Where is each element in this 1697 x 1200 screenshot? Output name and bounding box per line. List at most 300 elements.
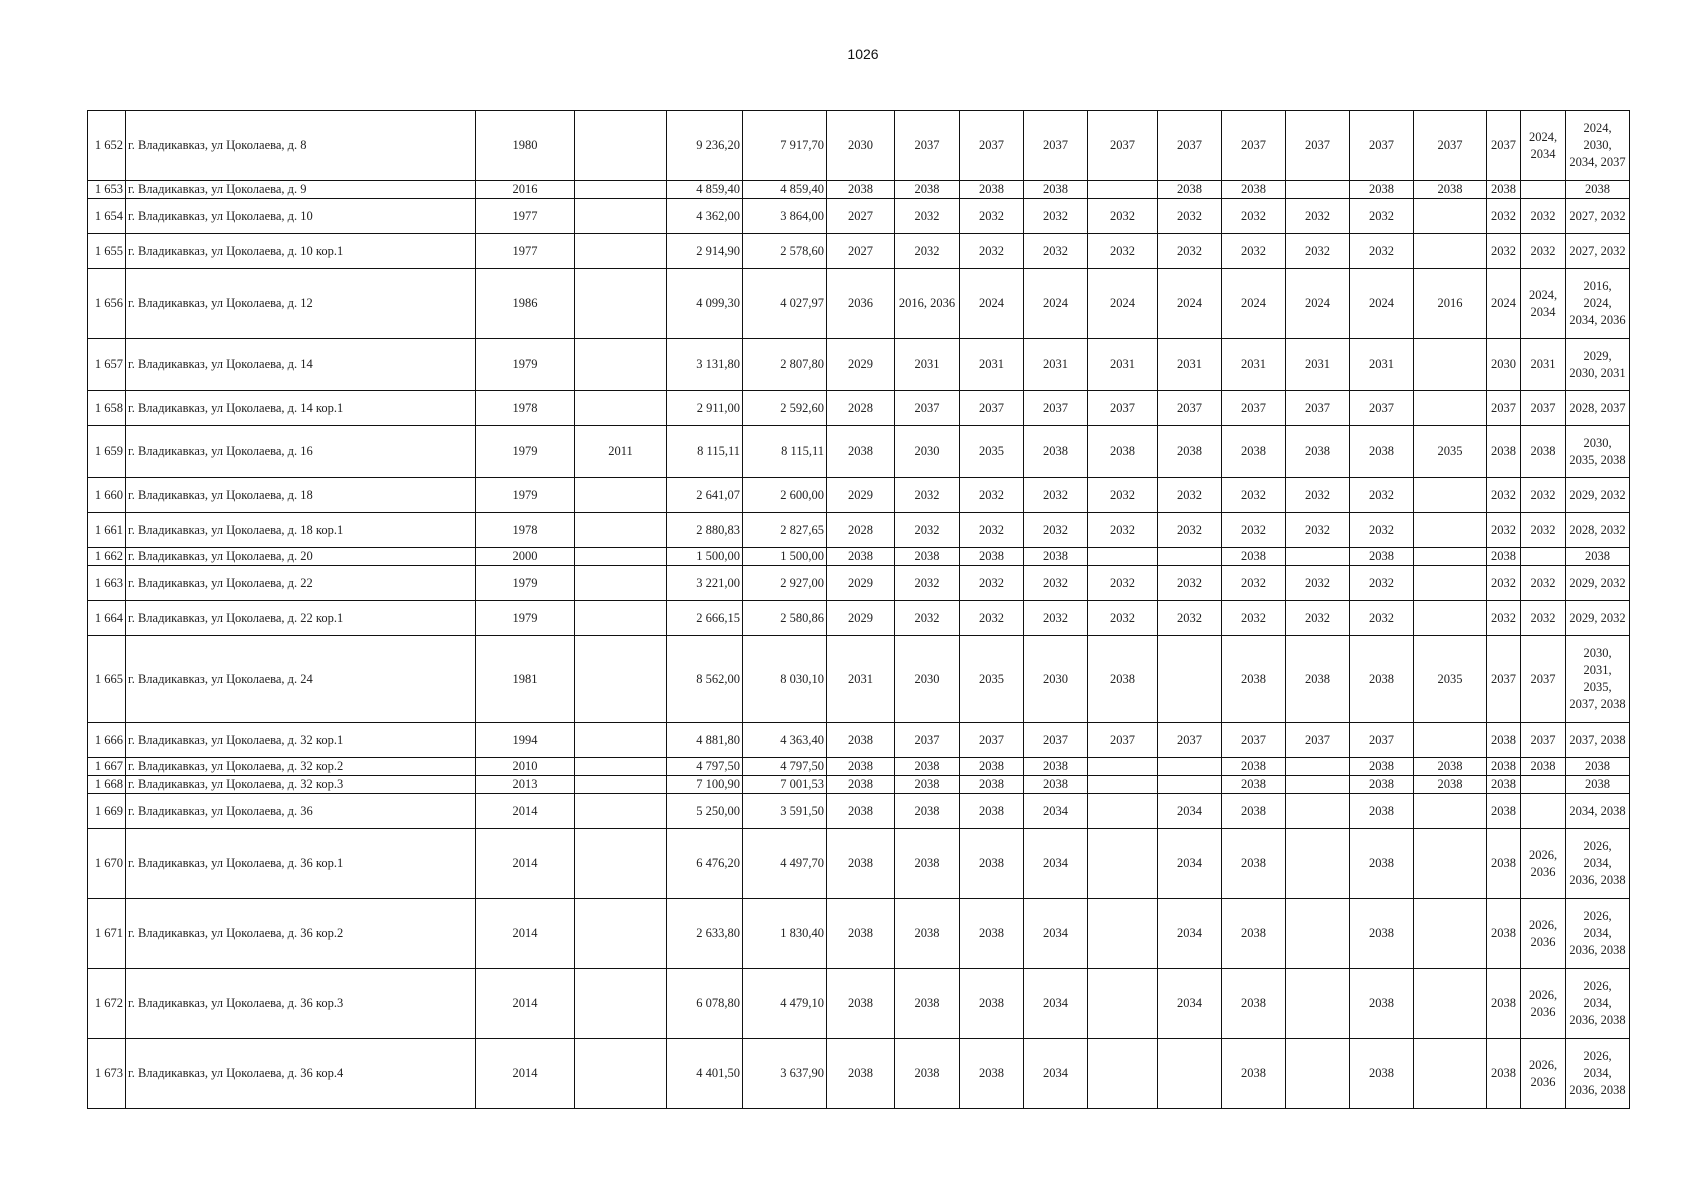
repair-year-cell: 2032 [1158, 478, 1222, 513]
total-area-cell: 4 099,30 [667, 269, 743, 339]
repair-year-cell: 2038 [1158, 426, 1222, 478]
repair-year-cell: 2030, 2035, 2038 [1566, 426, 1630, 478]
repair-year-cell: 2024 [1222, 269, 1286, 339]
repair-year-cell: 2037 [1521, 723, 1566, 758]
repair-year-cell: 2030 [895, 426, 960, 478]
repair-year-cell [1286, 969, 1350, 1039]
repair-year-cell [1088, 1039, 1158, 1109]
total-area-cell: 2 911,00 [667, 391, 743, 426]
row-number-cell: 1 673 [88, 1039, 126, 1109]
repair-year-cell: 2037 [895, 723, 960, 758]
repair-year-cell [1088, 829, 1158, 899]
row-number-cell: 1 671 [88, 899, 126, 969]
repair-year-cell: 2032 [1350, 601, 1414, 636]
repair-year-cell: 2038 [895, 181, 960, 199]
repair-year-cell: 2032 [1222, 513, 1286, 548]
repair-year-cell: 2038 [895, 548, 960, 566]
repair-year-cell: 2037 [1158, 391, 1222, 426]
repair-year-cell: 2032 [1024, 234, 1088, 269]
repair-year-cell: 2038 [895, 899, 960, 969]
repair-year-cell: 2038 [1222, 899, 1286, 969]
table-row [88, 566, 1630, 601]
repair-year-cell: 2026, 2036 [1521, 829, 1566, 899]
table-row [88, 758, 1630, 776]
repair-year-cell: 2038 [960, 776, 1024, 794]
repair-year-cell [1414, 339, 1487, 391]
repair-year-cell: 2038 [1088, 426, 1158, 478]
repair-year-cell: 2027 [827, 234, 895, 269]
build-year-cell: 1979 [476, 339, 575, 391]
repair-year-cell: 2037 [1024, 391, 1088, 426]
build-year-cell: 2013 [476, 776, 575, 794]
repair-year-cell: 2037 [1222, 111, 1286, 181]
repair-year-cell: 2038 [1350, 899, 1414, 969]
repair-year-cell: 2032 [1024, 601, 1088, 636]
repair-year-cell: 2032 [1158, 199, 1222, 234]
reconstruction-year-cell [575, 391, 667, 426]
repair-year-cell: 2038 [1487, 969, 1521, 1039]
repair-year-cell [1414, 391, 1487, 426]
repair-year-cell: 2024 [1286, 269, 1350, 339]
repair-year-cell: 2029 [827, 601, 895, 636]
reconstruction-year-cell [575, 601, 667, 636]
table-row [88, 199, 1630, 234]
repair-year-cell: 2037 [1350, 391, 1414, 426]
address-cell: г. Владикавказ, ул Цоколаева, д. 36 кор.2 [126, 899, 476, 969]
repair-year-cell: 2024 [960, 269, 1024, 339]
repair-year-cell: 2038 [1350, 548, 1414, 566]
reconstruction-year-cell [575, 199, 667, 234]
repair-year-cell: 2037 [1158, 723, 1222, 758]
row-number-cell: 1 655 [88, 234, 126, 269]
reconstruction-year-cell [575, 829, 667, 899]
address-cell: г. Владикавказ, ул Цоколаева, д. 18 [126, 478, 476, 513]
living-area-cell: 8 030,10 [743, 636, 827, 723]
repair-year-cell: 2026, 2034, 2036, 2038 [1566, 899, 1630, 969]
repair-year-cell: 2016 [1414, 269, 1487, 339]
repair-year-cell: 2034 [1024, 829, 1088, 899]
address-cell: г. Владикавказ, ул Цоколаева, д. 36 кор.4 [126, 1039, 476, 1109]
repair-year-cell: 2038 [895, 1039, 960, 1109]
repair-year-cell: 2038 [1222, 636, 1286, 723]
repair-year-cell: 2029 [827, 339, 895, 391]
address-cell: г. Владикавказ, ул Цоколаева, д. 8 [126, 111, 476, 181]
repair-year-cell [1088, 758, 1158, 776]
table-row [88, 478, 1630, 513]
repair-year-cell: 2030 [895, 636, 960, 723]
reconstruction-year-cell [575, 969, 667, 1039]
repair-year-cell: 2037 [1487, 391, 1521, 426]
repair-year-cell: 2037 [1024, 723, 1088, 758]
repair-year-cell: 2032 [1222, 199, 1286, 234]
repair-year-cell: 2032 [1088, 199, 1158, 234]
repair-year-cell: 2038 [1566, 548, 1630, 566]
build-year-cell: 2014 [476, 829, 575, 899]
living-area-cell: 3 637,90 [743, 1039, 827, 1109]
repair-year-cell: 2032 [1487, 513, 1521, 548]
repair-year-cell: 2038 [1521, 426, 1566, 478]
build-year-cell: 1979 [476, 566, 575, 601]
build-year-cell: 1978 [476, 391, 575, 426]
repair-year-cell: 2031 [960, 339, 1024, 391]
address-cell: г. Владикавказ, ул Цоколаева, д. 18 кор.1 [126, 513, 476, 548]
table-row [88, 829, 1630, 899]
total-area-cell: 4 362,00 [667, 199, 743, 234]
repair-year-cell: 2032 [895, 478, 960, 513]
row-number-cell: 1 666 [88, 723, 126, 758]
repair-year-cell: 2037 [1024, 111, 1088, 181]
repair-year-cell [1521, 181, 1566, 199]
row-number-cell: 1 668 [88, 776, 126, 794]
repair-year-cell: 2028, 2037 [1566, 391, 1630, 426]
row-number-cell: 1 660 [88, 478, 126, 513]
repair-year-cell: 2030 [1487, 339, 1521, 391]
repair-year-cell: 2032 [1024, 478, 1088, 513]
reconstruction-year-cell: 2011 [575, 426, 667, 478]
total-area-cell: 9 236,20 [667, 111, 743, 181]
repair-year-cell [1414, 199, 1487, 234]
repair-year-cell: 2038 [895, 776, 960, 794]
repair-year-cell: 2037 [1521, 636, 1566, 723]
repair-year-cell: 2037 [1088, 111, 1158, 181]
living-area-cell: 2 807,80 [743, 339, 827, 391]
repair-year-cell [1414, 1039, 1487, 1109]
reconstruction-year-cell [575, 1039, 667, 1109]
repair-year-cell: 2038 [827, 181, 895, 199]
repair-year-cell: 2037 [1350, 111, 1414, 181]
repair-year-cell: 2038 [1487, 758, 1521, 776]
row-number-cell: 1 658 [88, 391, 126, 426]
repair-year-cell: 2032 [1521, 566, 1566, 601]
repair-year-cell: 2037 [1222, 391, 1286, 426]
repair-year-cell: 2038 [1350, 776, 1414, 794]
repair-year-cell [1521, 794, 1566, 829]
repair-year-cell: 2037 [895, 111, 960, 181]
repair-year-cell: 2032 [1350, 513, 1414, 548]
repair-year-cell: 2037 [1286, 391, 1350, 426]
row-number-cell: 1 657 [88, 339, 126, 391]
repair-year-cell [1088, 776, 1158, 794]
build-year-cell: 1994 [476, 723, 575, 758]
repair-year-cell [1158, 758, 1222, 776]
address-cell: г. Владикавказ, ул Цоколаева, д. 32 кор.3 [126, 776, 476, 794]
repair-year-cell: 2032 [895, 199, 960, 234]
repair-year-cell: 2038 [1521, 758, 1566, 776]
repair-year-cell: 2037 [1286, 111, 1350, 181]
row-number-cell: 1 669 [88, 794, 126, 829]
repair-year-cell: 2032 [1024, 566, 1088, 601]
row-number-cell: 1 652 [88, 111, 126, 181]
repair-year-cell: 2037 [1521, 391, 1566, 426]
repair-year-cell: 2038 [1566, 776, 1630, 794]
repair-year-cell: 2032 [1286, 234, 1350, 269]
repair-year-cell: 2032 [1222, 234, 1286, 269]
repair-year-cell [1158, 1039, 1222, 1109]
repair-year-cell: 2037 [1088, 391, 1158, 426]
living-area-cell: 4 859,40 [743, 181, 827, 199]
build-year-cell: 1986 [476, 269, 575, 339]
repair-year-cell: 2038 [1286, 636, 1350, 723]
repair-year-cell: 2038 [1024, 181, 1088, 199]
repair-year-cell: 2038 [1024, 548, 1088, 566]
row-number-cell: 1 667 [88, 758, 126, 776]
repair-year-cell: 2028, 2032 [1566, 513, 1630, 548]
repair-year-cell: 2038 [1222, 969, 1286, 1039]
table-row [88, 339, 1630, 391]
repair-year-cell: 2031 [1088, 339, 1158, 391]
table-row [88, 513, 1630, 548]
repair-year-cell: 2038 [1566, 758, 1630, 776]
repair-year-cell: 2029, 2032 [1566, 601, 1630, 636]
repair-year-cell: 2038 [895, 794, 960, 829]
repair-year-cell: 2038 [827, 1039, 895, 1109]
repair-year-cell: 2032 [1158, 566, 1222, 601]
repair-year-cell: 2038 [1286, 426, 1350, 478]
repair-year-cell [1414, 829, 1487, 899]
repair-year-cell [1414, 723, 1487, 758]
repair-year-cell: 2038 [1487, 1039, 1521, 1109]
repair-year-cell: 2038 [827, 899, 895, 969]
row-number-cell: 1 659 [88, 426, 126, 478]
repair-year-cell [1414, 478, 1487, 513]
repair-year-cell: 2038 [1222, 426, 1286, 478]
repair-year-cell: 2029, 2030, 2031 [1566, 339, 1630, 391]
repair-year-cell: 2031 [1024, 339, 1088, 391]
address-cell: г. Владикавказ, ул Цоколаева, д. 14 [126, 339, 476, 391]
repair-year-cell [1414, 234, 1487, 269]
repair-year-cell: 2026, 2036 [1521, 1039, 1566, 1109]
repair-year-cell: 2034, 2038 [1566, 794, 1630, 829]
repair-year-cell: 2024 [1350, 269, 1414, 339]
repair-year-cell: 2032 [1487, 234, 1521, 269]
address-cell: г. Владикавказ, ул Цоколаева, д. 32 кор.2 [126, 758, 476, 776]
repair-year-cell: 2037 [1222, 723, 1286, 758]
repair-year-cell: 2032 [1286, 199, 1350, 234]
address-cell: г. Владикавказ, ул Цоколаева, д. 10 кор.1 [126, 234, 476, 269]
repair-year-cell: 2038 [1414, 181, 1487, 199]
repair-year-cell: 2034 [1158, 794, 1222, 829]
repair-year-cell: 2032 [1222, 566, 1286, 601]
address-cell: г. Владикавказ, ул Цоколаева, д. 20 [126, 548, 476, 566]
repair-year-cell: 2038 [960, 758, 1024, 776]
living-area-cell: 3 864,00 [743, 199, 827, 234]
address-cell: г. Владикавказ, ул Цоколаева, д. 24 [126, 636, 476, 723]
row-number-cell: 1 653 [88, 181, 126, 199]
total-area-cell: 3 131,80 [667, 339, 743, 391]
build-year-cell: 1979 [476, 601, 575, 636]
table-row [88, 181, 1630, 199]
repair-year-cell: 2032 [1286, 601, 1350, 636]
repair-year-cell: 2032 [1286, 513, 1350, 548]
address-cell: г. Владикавказ, ул Цоколаева, д. 10 [126, 199, 476, 234]
repair-year-cell: 2038 [960, 181, 1024, 199]
repair-year-cell: 2038 [960, 899, 1024, 969]
address-cell: г. Владикавказ, ул Цоколаева, д. 12 [126, 269, 476, 339]
living-area-cell: 8 115,11 [743, 426, 827, 478]
repair-year-cell: 2031 [1158, 339, 1222, 391]
repair-year-cell [1414, 566, 1487, 601]
repair-year-cell: 2037 [1158, 111, 1222, 181]
repair-year-cell: 2038 [895, 758, 960, 776]
living-area-cell: 4 497,70 [743, 829, 827, 899]
table-row [88, 794, 1630, 829]
build-year-cell: 2000 [476, 548, 575, 566]
repair-year-cell [1521, 776, 1566, 794]
row-number-cell: 1 661 [88, 513, 126, 548]
repair-year-cell [1158, 636, 1222, 723]
living-area-cell: 2 827,65 [743, 513, 827, 548]
repair-year-cell: 2030 [827, 111, 895, 181]
table-row [88, 111, 1630, 181]
repair-year-cell: 2029, 2032 [1566, 566, 1630, 601]
repair-year-cell: 2038 [1222, 1039, 1286, 1109]
repair-year-cell: 2034 [1158, 969, 1222, 1039]
repair-year-cell [1286, 181, 1350, 199]
repair-year-cell [1414, 513, 1487, 548]
row-number-cell: 1 654 [88, 199, 126, 234]
repair-year-cell [1158, 548, 1222, 566]
repair-year-cell [1414, 548, 1487, 566]
reconstruction-year-cell [575, 478, 667, 513]
reconstruction-year-cell [575, 181, 667, 199]
living-area-cell: 4 479,10 [743, 969, 827, 1039]
repair-year-cell: 2032 [895, 566, 960, 601]
repair-year-cell: 2027, 2032 [1566, 234, 1630, 269]
row-number-cell: 1 656 [88, 269, 126, 339]
repair-year-cell: 2038 [1414, 758, 1487, 776]
repair-year-cell: 2026, 2034, 2036, 2038 [1566, 1039, 1630, 1109]
repair-year-cell: 2037 [960, 723, 1024, 758]
reconstruction-year-cell [575, 776, 667, 794]
repair-year-cell: 2029 [827, 478, 895, 513]
repair-year-cell: 2024 [1487, 269, 1521, 339]
table-row [88, 269, 1630, 339]
repair-year-cell [1414, 899, 1487, 969]
reconstruction-year-cell [575, 899, 667, 969]
repair-year-cell: 2038 [1024, 776, 1088, 794]
total-area-cell: 8 115,11 [667, 426, 743, 478]
living-area-cell: 4 797,50 [743, 758, 827, 776]
repair-year-cell: 2038 [1350, 426, 1414, 478]
repair-year-cell: 2032 [1024, 199, 1088, 234]
repair-year-cell: 2034 [1024, 969, 1088, 1039]
living-area-cell: 7 917,70 [743, 111, 827, 181]
living-area-cell: 3 591,50 [743, 794, 827, 829]
total-area-cell: 4 401,50 [667, 1039, 743, 1109]
repair-year-cell: 2038 [1024, 426, 1088, 478]
repair-year-cell: 2029, 2032 [1566, 478, 1630, 513]
repair-year-cell [1286, 899, 1350, 969]
living-area-cell: 7 001,53 [743, 776, 827, 794]
repair-year-cell: 2034 [1024, 1039, 1088, 1109]
repair-year-cell [1088, 548, 1158, 566]
repair-year-cell [1286, 829, 1350, 899]
repair-year-cell: 2032 [960, 601, 1024, 636]
reconstruction-year-cell [575, 758, 667, 776]
build-year-cell: 2014 [476, 899, 575, 969]
repair-year-cell: 2031 [1222, 339, 1286, 391]
repair-year-cell: 2032 [1088, 513, 1158, 548]
repair-year-cell: 2038 [827, 794, 895, 829]
row-number-cell: 1 672 [88, 969, 126, 1039]
repair-year-cell: 2026, 2036 [1521, 899, 1566, 969]
repair-year-cell: 2038 [1350, 758, 1414, 776]
repair-year-cell: 2035 [960, 636, 1024, 723]
total-area-cell: 2 914,90 [667, 234, 743, 269]
repair-year-cell: 2037 [1088, 723, 1158, 758]
reconstruction-year-cell [575, 566, 667, 601]
repair-year-cell: 2016, 2036 [895, 269, 960, 339]
repair-year-cell: 2038 [1222, 829, 1286, 899]
address-cell: г. Владикавказ, ул Цоколаева, д. 36 [126, 794, 476, 829]
reconstruction-year-cell [575, 794, 667, 829]
repair-year-cell: 2032 [1350, 199, 1414, 234]
repair-year-cell: 2038 [1487, 548, 1521, 566]
table-row [88, 776, 1630, 794]
repair-year-cell: 2027, 2032 [1566, 199, 1630, 234]
total-area-cell: 4 797,50 [667, 758, 743, 776]
repair-year-cell [1088, 794, 1158, 829]
repair-year-cell: 2031 [895, 339, 960, 391]
table-body [88, 111, 1630, 1109]
repair-year-cell: 2038 [1487, 426, 1521, 478]
total-area-cell: 2 633,80 [667, 899, 743, 969]
repair-year-cell: 2024 [1088, 269, 1158, 339]
repair-year-cell: 2032 [1487, 566, 1521, 601]
repair-year-cell: 2032 [960, 234, 1024, 269]
repair-year-cell: 2038 [1487, 776, 1521, 794]
repair-year-cell [1286, 794, 1350, 829]
repair-year-cell: 2032 [1350, 234, 1414, 269]
total-area-cell: 4 881,80 [667, 723, 743, 758]
repair-year-cell: 2031 [827, 636, 895, 723]
repair-year-cell: 2038 [1222, 758, 1286, 776]
repair-year-cell: 2038 [960, 548, 1024, 566]
repair-year-cell: 2038 [1222, 776, 1286, 794]
reconstruction-year-cell [575, 234, 667, 269]
build-year-cell: 1979 [476, 426, 575, 478]
repair-year-cell: 2024 [1158, 269, 1222, 339]
page-number: 1026 [847, 46, 879, 62]
address-cell: г. Владикавказ, ул Цоколаева, д. 16 [126, 426, 476, 478]
repair-year-cell: 2038 [1222, 794, 1286, 829]
repair-year-cell [1414, 601, 1487, 636]
build-year-cell: 2014 [476, 794, 575, 829]
repair-year-cell: 2038 [827, 758, 895, 776]
total-area-cell: 8 562,00 [667, 636, 743, 723]
repair-year-cell: 2032 [1088, 566, 1158, 601]
repair-year-cell: 2038 [1487, 181, 1521, 199]
row-number-cell: 1 663 [88, 566, 126, 601]
repair-year-cell [1286, 1039, 1350, 1109]
repair-year-cell: 2016, 2024, 2034, 2036 [1566, 269, 1630, 339]
build-year-cell: 1977 [476, 199, 575, 234]
repair-year-cell: 2038 [960, 1039, 1024, 1109]
repair-year-cell: 2032 [1521, 234, 1566, 269]
repair-year-cell: 2032 [895, 513, 960, 548]
repair-year-cell [1286, 776, 1350, 794]
repair-year-cell: 2026, 2034, 2036, 2038 [1566, 829, 1630, 899]
reconstruction-year-cell [575, 723, 667, 758]
repair-year-cell: 2034 [1158, 829, 1222, 899]
table-row [88, 723, 1630, 758]
repair-year-cell: 2038 [827, 426, 895, 478]
build-year-cell: 1981 [476, 636, 575, 723]
repair-year-cell: 2038 [1350, 181, 1414, 199]
repair-year-cell: 2032 [1521, 478, 1566, 513]
repair-year-cell: 2032 [1521, 601, 1566, 636]
repair-year-cell: 2038 [827, 969, 895, 1039]
